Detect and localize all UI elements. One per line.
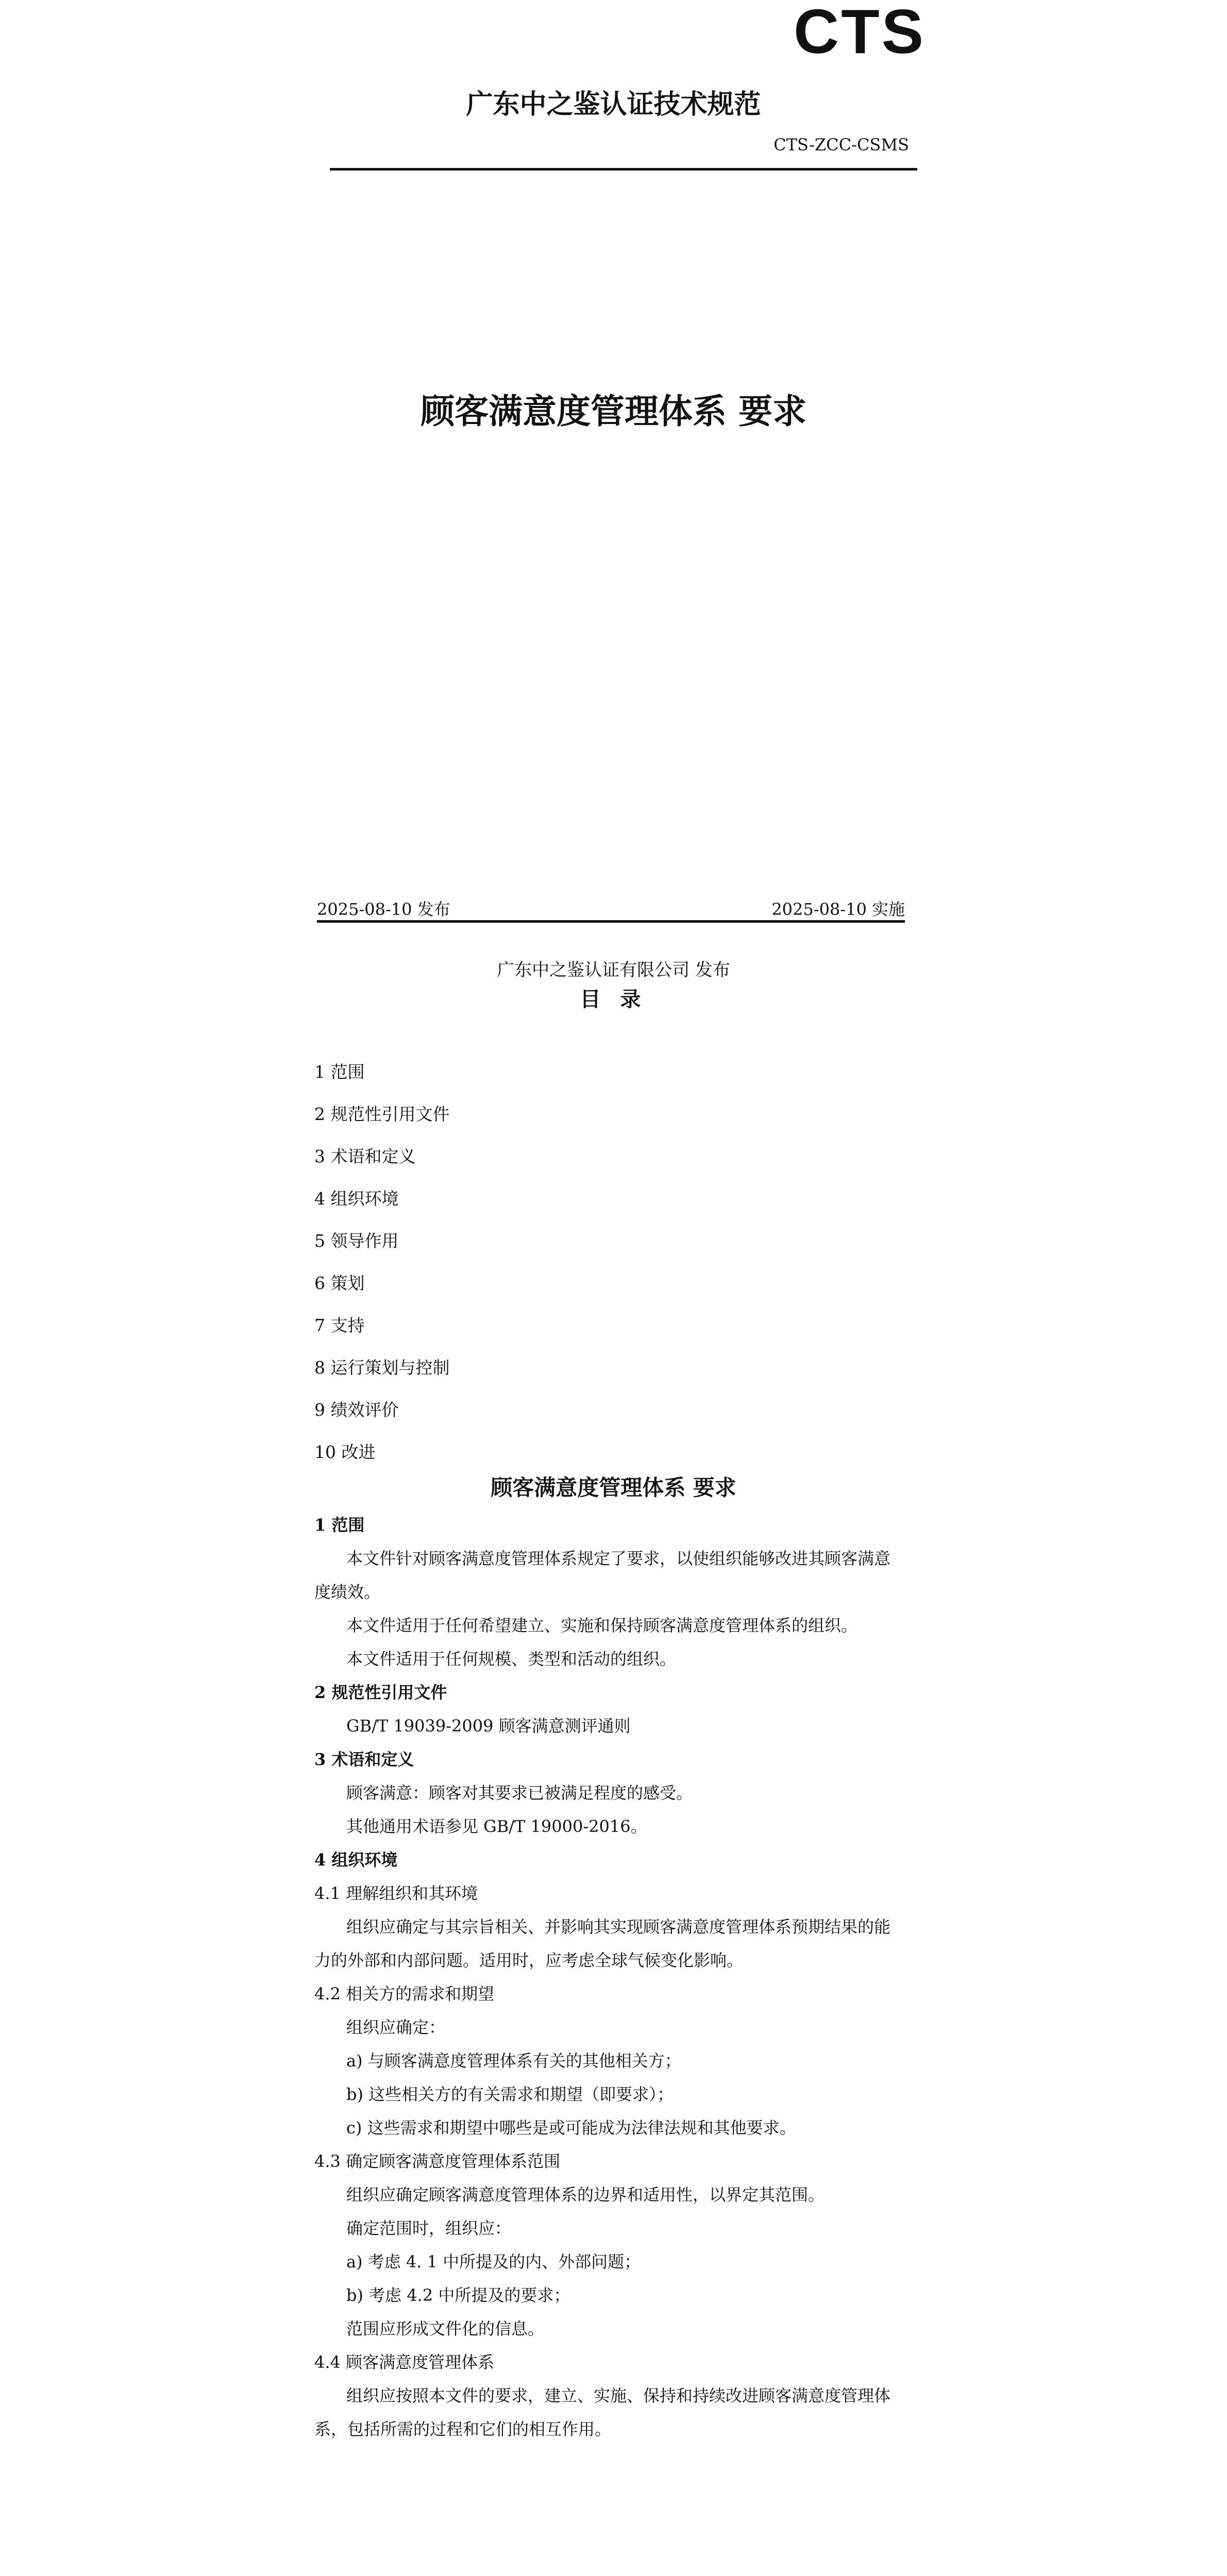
implement-date: 2025-08-10 实施	[771, 900, 905, 919]
toc-item[interactable]: 6 策划	[314, 1273, 365, 1293]
org-title: 广东中之鉴认证技术规范	[466, 89, 761, 120]
cts-logo: CTS	[794, 0, 926, 66]
publisher: 广东中之鉴认证有限公司 发布	[497, 960, 730, 980]
paragraph-line: 顾客满意：顾客对其要求已被满足程度的感受。	[346, 1783, 693, 1803]
paragraph-line: 组织应确定：	[346, 2018, 446, 2037]
section-heading: 4 组织环境	[314, 1850, 398, 1870]
paragraph-line: GB/T 19039-2009 顾客满意测评通则	[346, 1716, 631, 1736]
cover-main-title: 顾客满意度管理体系 要求	[421, 391, 806, 431]
subsection-heading: 4.4 顾客满意度管理体系	[314, 2352, 495, 2372]
section-heading: 3 术语和定义	[314, 1750, 414, 1769]
paragraph-line: 系，包括所需的过程和它们的相互作用。	[314, 2419, 612, 2439]
list-item: b) 这些相关方的有关需求和期望（即要求）；	[346, 2084, 674, 2104]
paragraph-line: 组织应确定与其宗旨相关、并影响其实现顾客满意度管理体系预期结果的能	[346, 1917, 891, 1937]
list-item: b) 考虑 4.2 中所提及的要求；	[346, 2285, 570, 2305]
date-divider	[317, 920, 905, 923]
list-item: a) 与顾客满意度管理体系有关的其他相关方；	[346, 2051, 681, 2071]
doc-code: CTS-ZCC-CSMS	[774, 135, 909, 155]
paragraph-line: 组织应按照本文件的要求，建立、实施、保持和持续改进顾客满意度管理体	[346, 2386, 891, 2405]
list-item: a) 考虑 4. 1 中所提及的内、外部问题；	[346, 2252, 641, 2272]
paragraph-line: 力的外部和内部问题。适用时，应考虑全球气候变化影响。	[314, 1951, 744, 1970]
paragraph-line: 本文件适用于任何规模、类型和活动的组织。	[346, 1649, 677, 1669]
paragraph-line: 本文件适用于任何希望建立、实施和保持顾客满意度管理体系的组织。	[346, 1616, 858, 1635]
subsection-heading: 4.1 理解组织和其环境	[314, 1884, 478, 1903]
list-item: c) 这些需求和期望中哪些是或可能成为法律法规和其他要求。	[346, 2118, 796, 2138]
subsection-heading: 4.2 相关方的需求和期望	[314, 1984, 495, 2004]
toc-item[interactable]: 5 领导作用	[314, 1231, 399, 1251]
toc-item[interactable]: 9 绩效评价	[314, 1400, 399, 1420]
paragraph-line: 其他通用术语参见 GB/T 19000-2016。	[346, 1817, 647, 1836]
toc-item[interactable]: 10 改进	[314, 1442, 376, 1462]
paragraph-line: 组织应确定顾客满意度管理体系的边界和适用性，以界定其范围。	[346, 2185, 825, 2205]
paragraph-line: 范围应形成文件化的信息。	[346, 2319, 545, 2338]
publish-date: 2025-08-10 发布	[317, 900, 450, 919]
subsection-heading: 4.3 确定顾客满意度管理体系范围	[314, 2151, 561, 2171]
paragraph-line: 本文件针对顾客满意度管理体系规定了要求，以使组织能够改进其顾客满意	[346, 1549, 891, 1568]
body-title: 顾客满意度管理体系 要求	[491, 1475, 736, 1500]
section-heading: 2 规范性引用文件	[314, 1683, 447, 1702]
toc-item[interactable]: 3 术语和定义	[314, 1146, 416, 1166]
toc-item[interactable]: 8 运行策划与控制	[314, 1358, 450, 1378]
paragraph-line: 确定范围时，组织应：	[346, 2218, 512, 2238]
toc-item[interactable]: 1 范围	[314, 1062, 365, 1082]
toc-item[interactable]: 7 支持	[314, 1315, 365, 1335]
header-divider	[330, 168, 917, 171]
toc-title: 目 录	[580, 987, 647, 1011]
section-heading: 1 范围	[314, 1515, 365, 1535]
paragraph-line: 度绩效。	[314, 1582, 381, 1602]
toc-item[interactable]: 4 组织环境	[314, 1189, 399, 1209]
toc-item[interactable]: 2 规范性引用文件	[314, 1104, 450, 1124]
